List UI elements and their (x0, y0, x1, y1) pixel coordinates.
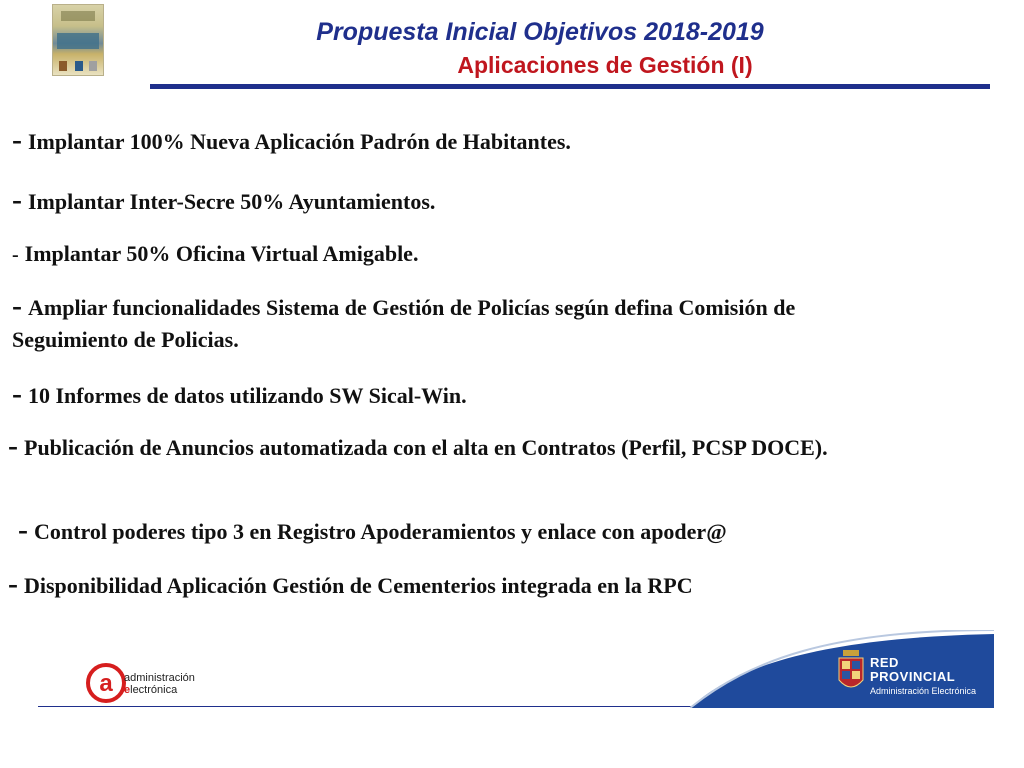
bullet-item-2 (12, 184, 1012, 218)
bullet-text: Control poderes tipo 3 en Registro Apoderamientos y enlace con apoder@ (34, 519, 727, 544)
admin-logo-rest: lectrónica (130, 684, 178, 696)
poster-landscape-block (57, 33, 99, 49)
red-provincial-line1: RED (870, 655, 899, 670)
poster-logo-left (59, 61, 67, 71)
bullet-item-4 (12, 290, 892, 356)
bullet-item-3 (12, 238, 1012, 271)
admin-logo-line1: administración (124, 672, 195, 684)
title-underline (150, 84, 990, 89)
svg-text:a: a (99, 670, 113, 697)
bullet-item-6 (8, 430, 978, 464)
bullet-dash: - (12, 289, 22, 322)
at-sign-logo-icon (86, 663, 126, 703)
bullet-item-7 (18, 514, 1018, 548)
admin-logo-initial: e (124, 684, 131, 696)
bullet-dash: - (12, 123, 22, 156)
bullet-dash: - (12, 244, 19, 266)
bullet-text: Ampliar funcionalidades Sistema de Gestión de Policías según defina Comisión de Seguimiento de Policias. (12, 295, 796, 352)
bullet-dash: - (18, 513, 28, 546)
bullet-text: Publicación de Anuncios automatizada con el alta en Contratos (Perfil, PCSP DOCE). (24, 435, 828, 460)
poster-logo-center (75, 61, 83, 71)
bullet-dash: - (12, 377, 22, 410)
bullet-text: Implantar Inter-Secre 50% Ayuntamientos. (28, 189, 436, 214)
bullet-item-8 (8, 568, 1008, 602)
red-provincial-logo (870, 656, 976, 698)
bullet-dash: - (8, 429, 18, 462)
admin-logo-line2 (124, 684, 195, 696)
red-provincial-line3: Administración Electrónica (870, 686, 977, 696)
bullet-text: Implantar 100% Nueva Aplicación Padrón de Habitantes. (28, 129, 571, 154)
footer-rule (38, 706, 698, 707)
event-poster-thumbnail (52, 4, 104, 76)
poster-logo-right (89, 61, 97, 71)
slide-subtitle: Aplicaciones de Gestión (I) (457, 52, 753, 78)
poster-header-block (61, 11, 95, 21)
bullet-dash: - (12, 183, 22, 216)
bullet-text: Disponibilidad Aplicación Gestión de Cementerios integrada en la RPC (24, 573, 693, 598)
bullet-item-1 (12, 124, 1012, 158)
bullet-text: 10 Informes de datos utilizando SW Sical-Win. (28, 383, 467, 408)
administracion-electronica-logo (124, 672, 195, 696)
bullet-item-5 (12, 378, 1012, 412)
bullet-text: Implantar 50% Oficina Virtual Amigable. (24, 241, 419, 266)
provincial-crest-icon (838, 650, 864, 694)
red-provincial-line2: PROVINCIAL (870, 669, 956, 684)
bullet-dash: - (8, 567, 18, 600)
slide-title: Propuesta Inicial Objetivos 2018-2019 (316, 18, 764, 46)
